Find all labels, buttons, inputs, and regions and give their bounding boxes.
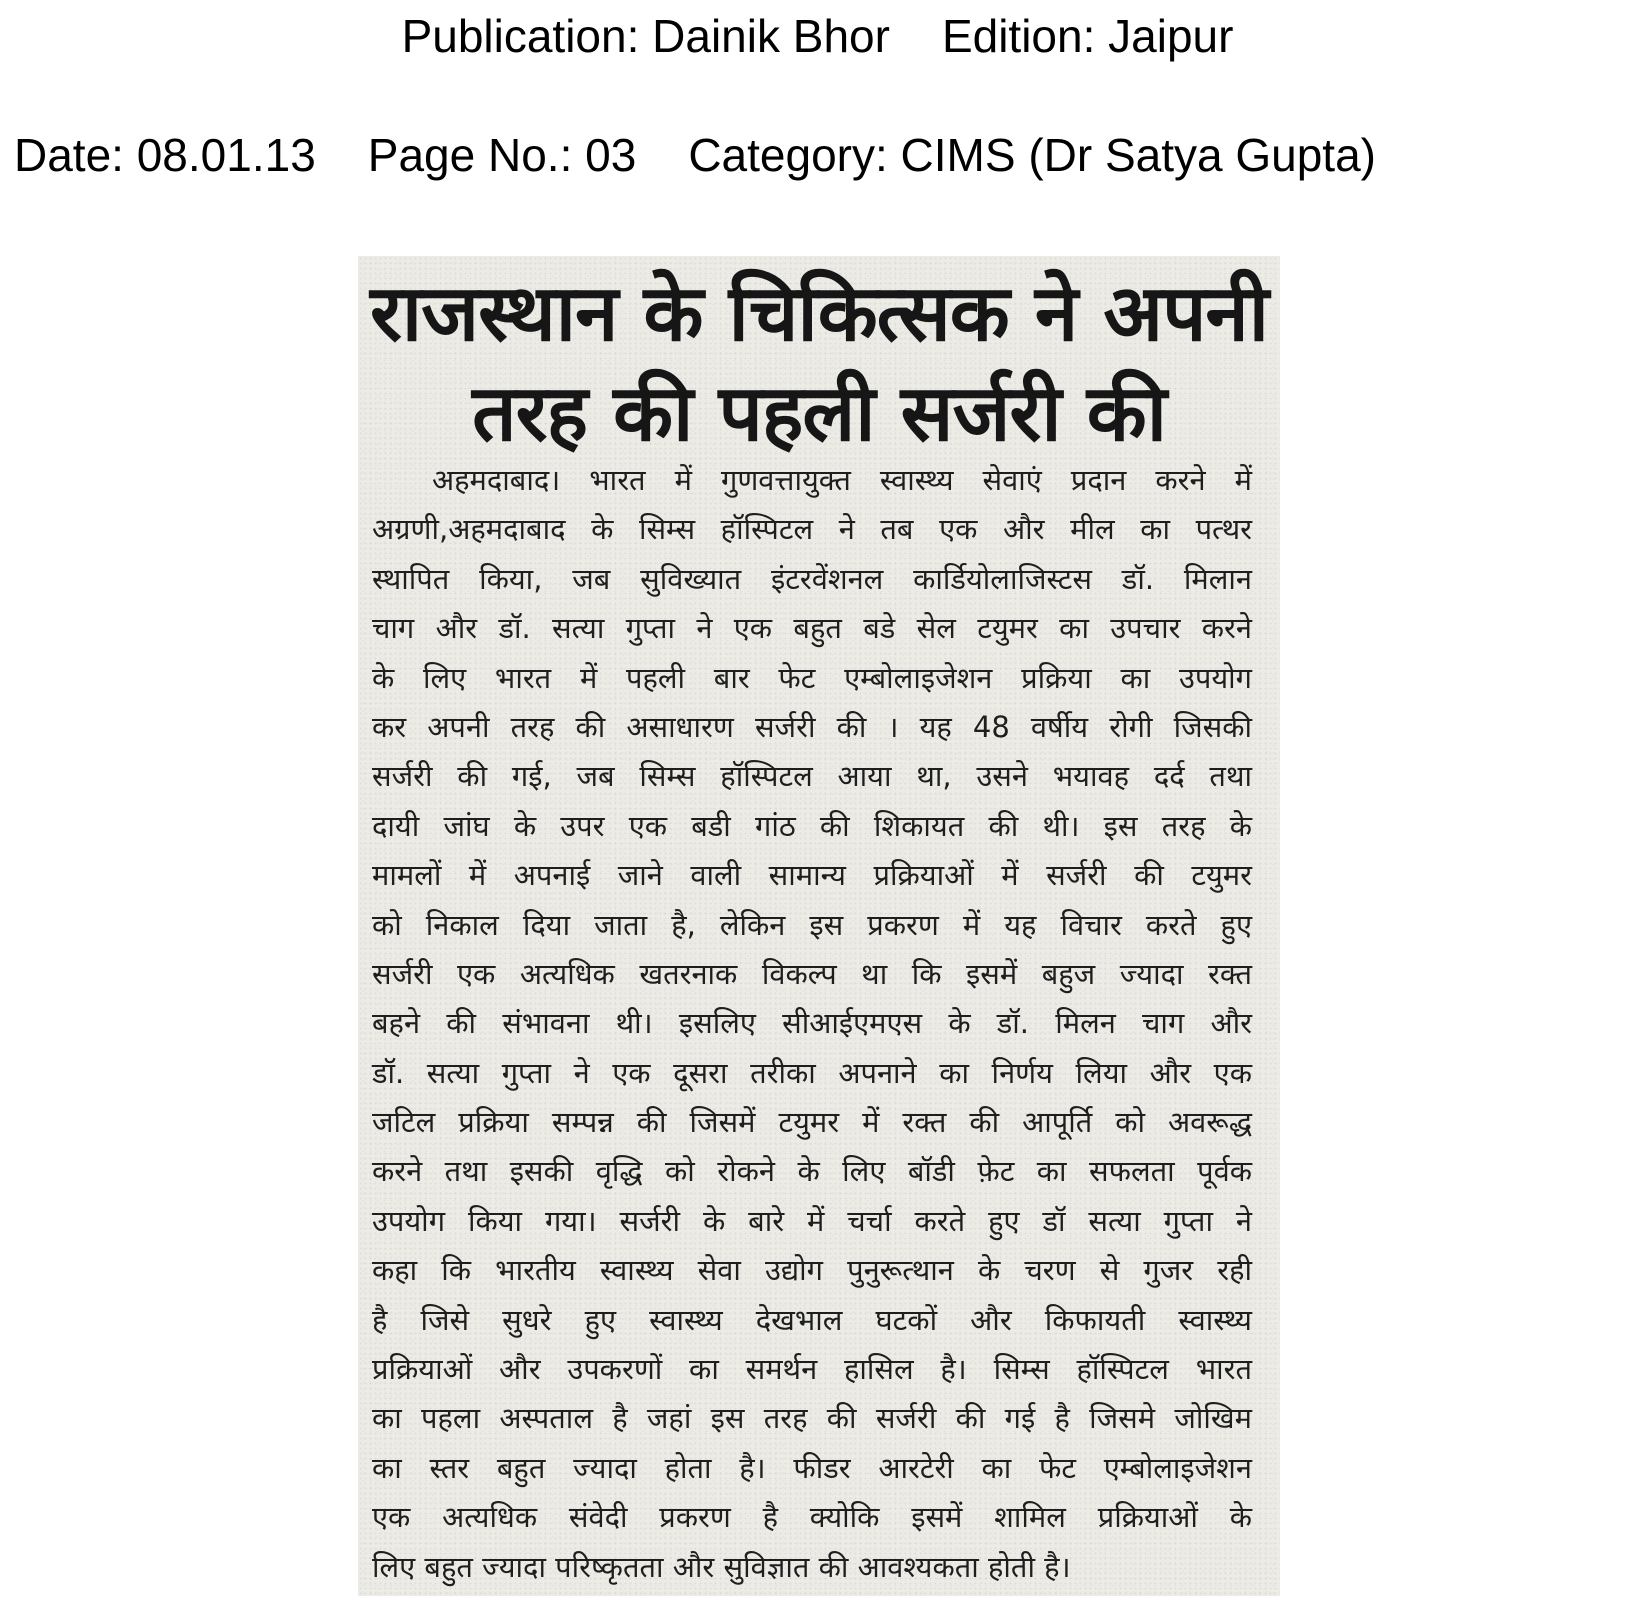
publication-label: Publication: Dainik Bhor: [401, 10, 890, 62]
date-page-category-line: [14, 127, 1635, 183]
article-body-line: डॉ. सत्या गुप्ता ने एक दूसरा तरीका अपनाने का निर्णय लिया और एक: [372, 1055, 1252, 1090]
article-body-line: प्रक्रियाओं और उपकरणों का समर्थन हासिल है। सिम्स हॉस्पिटल भारत: [372, 1352, 1252, 1387]
article-body-line: बहने की संभावना थी। इसलिए सीआईएमएस के डॉ. मिलन चाग और: [372, 1006, 1252, 1041]
headline-line-1: राजस्थान के चिकित्सक ने अपनी: [370, 269, 1268, 359]
article-body-line: सर्जरी एक अत्यधिक खतरनाक विकल्प था कि इसमें बहुज ज्यादा रक्त: [372, 956, 1252, 991]
article-body-line: को निकाल दिया जाता है, लेकिन इस प्रकरण में यह विचार करते हुए: [372, 907, 1252, 942]
article-body-line: मामलों में अपनाई जाने वाली सामान्य प्रक्रियाओं में सर्जरी की टयुमर: [372, 858, 1252, 893]
article-body-line: अग्रणी,अहमदाबाद के सिम्स हॉस्पिटल ने तब एक और मील का पत्थर: [372, 512, 1252, 547]
article-body-line: एक अत्यधिक संवेदी प्रकरण है क्योकि इसमें शामिल प्रक्रियाओं के: [372, 1500, 1252, 1535]
article-body-line: दायी जांघ के उपर एक बडी गांठ की शिकायत की थी। इस तरह के: [372, 808, 1252, 843]
article-body-line: जटिल प्रक्रिया सम्पन्न की जिसमें टयुमर में रक्त की आपूर्ति को अवरूद्ध: [372, 1105, 1252, 1140]
article-body-line: का स्तर बहुत ज्यादा होता है। फीडर आरटेरी का फेट एम्बोलाइजेशन: [372, 1450, 1252, 1485]
article-body-line: का पहला अस्पताल है जहां इस तरह की सर्जरी की गई है जिसमे जोखिम: [372, 1401, 1252, 1436]
article-body-line: है जिसे सुधरे हुए स्वास्थ्य देखभाल घटकों और किफायती स्वास्थ्य: [372, 1302, 1252, 1337]
article-body-line: स्थापित किया, जब सुविख्यात इंटरवेंशनल कार्डियोलाजिस्टस डॉ. मिलान: [372, 561, 1252, 596]
article-body-line: कर अपनी तरह की असाधारण सर्जरी की । यह 48 वर्षीय रोगी जिसकी: [372, 709, 1252, 744]
article-body-line: उपयोग किया गया। सर्जरी के बारे में चर्चा करते हुए डॉ सत्या गुप्ता ने: [372, 1203, 1252, 1238]
article-body-line: लिए बहुत ज्यादा परिष्कृतता और सुविज्ञात की आवश्यकता होती है।: [372, 1549, 1071, 1584]
article-body-line: अहमदाबाद। भारत में गुणवत्तायुक्त स्वास्थ्य सेवाएं प्रदान करने में: [432, 463, 1252, 497]
category-label: Category: CIMS (Dr Satya Gupta): [688, 129, 1376, 181]
article-body-line: चाग और डॉ. सत्या गुप्ता ने एक बहुत बडे सेल टयुमर का उपचार करने: [372, 611, 1252, 646]
page-number-label: Page No.: 03: [367, 129, 637, 181]
article-body-line: के लिए भारत में पहली बार फेट एम्बोलाइजेशन प्रक्रिया का उपयोग: [372, 660, 1252, 695]
article-body-line: कहा कि भारतीय स्वास्थ्य सेवा उद्योग पुनुरूत्थान के चरण से गुजर रही: [372, 1253, 1252, 1288]
date-label: Date: 08.01.13: [14, 129, 316, 181]
edition-label: Edition: Jaipur: [941, 10, 1234, 62]
publication-meta-line: [0, 8, 1635, 64]
article-body: [372, 456, 1252, 1592]
article-body-line: सर्जरी की गई, जब सिम्स हॉस्पिटल आया था, उसने भयावह दर्द तथा: [372, 759, 1252, 794]
article-body-line: करने तथा इसकी वृद्धि को रोकने के लिए बॉडी फ़ेट का सफलता पूर्वक: [372, 1154, 1252, 1189]
headline-line-2: तरह की पहली सर्जरी की: [472, 369, 1166, 459]
newspaper-clipping: [358, 256, 1280, 1596]
